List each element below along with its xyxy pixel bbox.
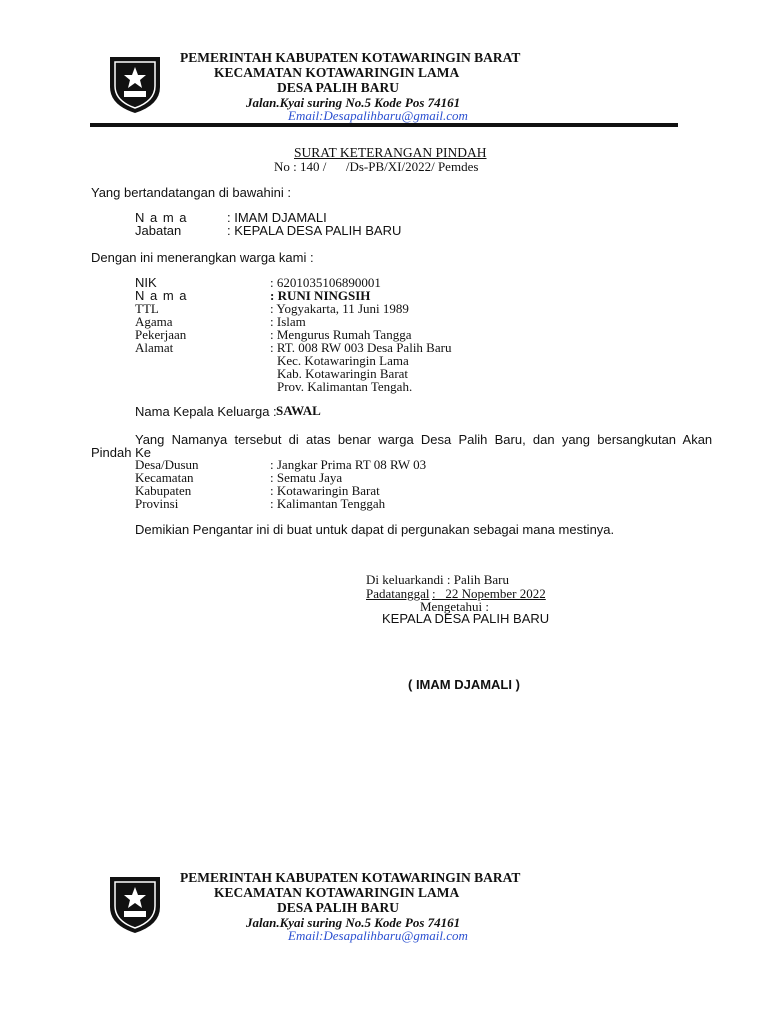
move-paragraph-line1: Yang Namanya tersebut di atas benar warga Desa Palih Baru, dan yang bersangkutan Akan — [135, 432, 713, 447]
letterhead-line3: DESA PALIH BARU — [277, 80, 400, 95]
dest-district-label: Kecamatan — [135, 470, 194, 485]
resident-religion-value: : Islam — [270, 314, 306, 329]
resident-ttl-value: : Yogyakarta, 11 Juni 1989 — [270, 301, 409, 316]
resident-address-value: : RT. 008 RW 003 Desa Palih Baru — [270, 340, 452, 355]
resident-occupation-label: Pekerjaan — [135, 327, 187, 342]
resident-religion-label: Agama — [135, 314, 173, 329]
intro-text: Yang bertandatangan di bawahini : — [91, 185, 291, 200]
letter-number: No : 140 / /Ds-PB/XI/2022/ Pemdes — [274, 159, 479, 174]
dest-district-value: : Sematu Jaya — [270, 470, 343, 485]
acknowledged-text: Mengetahui : — [420, 599, 489, 614]
signer-position-value: : KEPALA DESA PALIH BARU — [227, 223, 402, 238]
signer-title: KEPALA DESA PALIH BARU — [382, 611, 550, 626]
letterhead-line2: KECAMATAN KOTAWARINGIN LAMA — [214, 65, 460, 80]
footer-letterhead-address: Jalan.Kyai suring No.5 Kode Pos 74161 — [246, 915, 461, 930]
resident-address-line2: Kec. Kotawaringin Lama — [277, 353, 409, 368]
signer-name-value: : IMAM DJAMALI — [227, 210, 327, 225]
letterhead-line1: PEMERINTAH KABUPATEN KOTAWARINGIN BARAT — [180, 50, 521, 65]
resident-name-value: : RUNI NINGSIH — [270, 288, 371, 303]
resident-ttl-label: TTL — [135, 301, 159, 316]
letterhead-email: Email:Desapalihbaru@gmail.com — [288, 108, 468, 123]
resident-nik-value: : 6201035106890001 — [270, 275, 381, 290]
letterhead-divider — [90, 123, 678, 127]
resident-address-label: Alamat — [135, 340, 174, 355]
resident-address-line3: Kab. Kotawaringin Barat — [277, 366, 409, 381]
declare-text: Dengan ini menerangkan warga kami : — [91, 250, 314, 265]
letterhead-address: Jalan.Kyai suring No.5 Kode Pos 74161 — [246, 95, 461, 110]
dest-village-label: Desa/Dusun — [135, 457, 199, 472]
head-of-family-value: SAWAL — [276, 403, 321, 418]
dest-village-value: : Jangkar Prima RT 08 RW 03 — [270, 457, 427, 472]
regency-emblem-logo-footer — [104, 873, 166, 935]
dest-province-label: Provinsi — [135, 496, 179, 511]
resident-address-line4: Prov. Kalimantan Tengah. — [277, 379, 413, 394]
resident-occupation-value: : Mengurus Rumah Tangga — [270, 327, 412, 342]
signer-signature-name: ( IMAM DJAMALI ) — [408, 677, 520, 692]
regency-emblem-logo — [104, 53, 166, 115]
head-of-family-label: Nama Kepala Keluarga : — [135, 404, 277, 419]
signer-position-label: Jabatan — [135, 223, 182, 238]
closing-text: Demikian Pengantar ini di buat untuk dapat di pergunakan sebagai mana mestinya. — [135, 522, 615, 537]
dest-province-value: : Kalimantan Tenggah — [270, 496, 386, 511]
move-paragraph-line2: Pindah Ke — [91, 445, 151, 460]
letter-title: SURAT KETERANGAN PINDAH — [294, 145, 487, 160]
dest-regency-label: Kabupaten — [135, 483, 192, 498]
date-label: Padatanggal — [366, 586, 430, 601]
footer-letterhead-line2: KECAMATAN KOTAWARINGIN LAMA — [214, 885, 460, 900]
resident-nik-label: NIK — [135, 275, 157, 290]
resident-name-label: N a m a — [135, 288, 188, 303]
issued-at: Di keluarkandi : Palih Baru — [366, 572, 509, 587]
footer-letterhead-email: Email:Desapalihbaru@gmail.com — [288, 928, 468, 943]
signer-name-label: N a m a — [135, 210, 188, 225]
date-value: : 22 Nopember 2022 — [432, 586, 546, 601]
footer-letterhead-line1: PEMERINTAH KABUPATEN KOTAWARINGIN BARAT — [180, 870, 521, 885]
dest-regency-value: : Kotawaringin Barat — [270, 483, 380, 498]
footer-letterhead-line3: DESA PALIH BARU — [277, 900, 400, 915]
